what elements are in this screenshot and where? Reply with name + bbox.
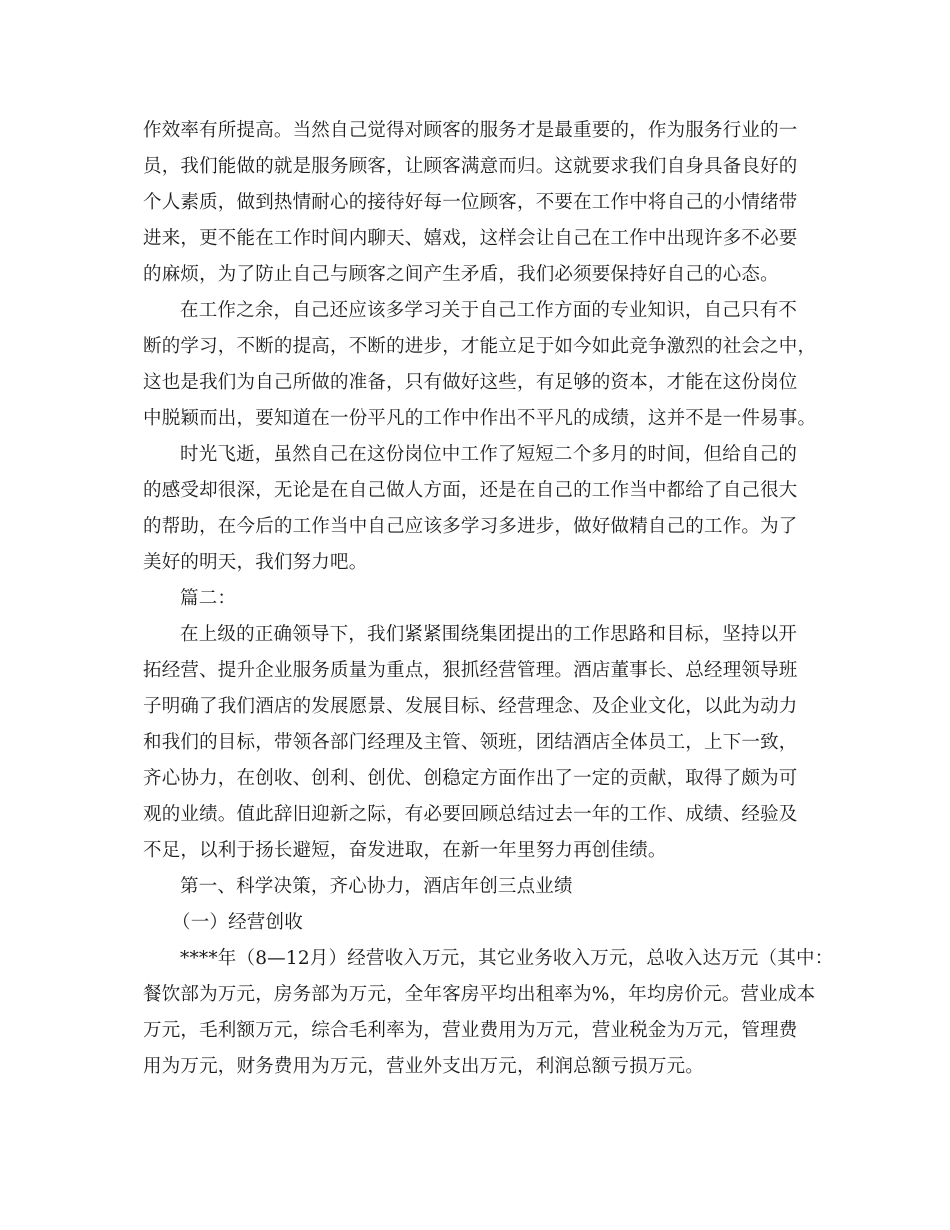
paragraph-start: 在上级的正确领导下，我们紧紧围绕集团提出的工作思路和目标，坚持以开 [180,624,798,645]
text-line: 用为万元，财务费用为万元，营业外支出万元，利润总额亏损万元。 [143,1056,705,1077]
subsection-heading: （一）经营创收 [172,912,303,933]
text-line: 不足，以利于扬长避短，奋发进取，在新一年里努力再创佳绩。 [143,840,667,861]
text-line: 进来，更不能在工作时间内聊天、嬉戏，这样会让自己在工作中出现许多不必要 [143,228,798,249]
text-line: 作效率有所提高。当然自己觉得对顾客的服务才是最重要的，作为服务行业的一 [143,120,798,141]
subsection-heading: 第一、科学决策，齐心协力，酒店年创三点业绩 [180,876,573,897]
text-line: 和我们的目标，带领各部门经理及主管、领班，团结酒店全体员工，上下一致， [143,732,798,753]
text-line: 餐饮部为万元，房务部为万元，全年客房平均出租率为%，年均房价元。营业成本 [143,984,816,1005]
section-heading: 篇二： [180,588,237,609]
paragraph-start: 在工作之余，自己还应该多学习关于自己工作方面的专业知识，自己只有不 [180,300,798,321]
text-line: 拓经营、提升企业服务质量为重点，狠抓经营管理。酒店董事长、总经理领导班 [143,660,798,681]
text-line: 员，我们能做的就是服务顾客，让顾客满意而归。这就要求我们自身具备良好的 [143,156,798,177]
paragraph-start: ****年（8—12月）经营收入万元，其它业务收入万元，总收入达万元（其中： [180,948,834,969]
paragraph-start: 时光飞逝，虽然自己在这份岗位中工作了短短二个多月的时间，但给自己的 [180,444,798,465]
text-line: 的帮助，在今后的工作当中自己应该多学习多进步，做好做精自己的工作。为了 [143,516,798,537]
text-line: 断的学习，不断的提高，不断的进步，才能立足于如今如此竞争激烈的社会之中， [143,336,817,357]
text-line: 中脱颖而出，要知道在一份平凡的工作中作出不平凡的成绩，这并不是一件易事。 [143,408,817,429]
text-line: 的感受却很深，无论是在自己做人方面，还是在自己的工作当中都给了自己很大 [143,480,798,501]
text-line: 的麻烦，为了防止自己与顾客之间产生矛盾，我们必须要保持好自己的心态。 [143,264,779,285]
text-line: 子明确了我们酒店的发展愿景、发展目标、经营理念、及企业文化，以此为动力 [143,696,798,717]
text-line: 个人素质，做到热情耐心的接待好每一位顾客，不要在工作中将自己的小情绪带 [143,192,798,213]
text-line: 齐心协力，在创收、创利、创优、创稳定方面作出了一定的贡献，取得了颇为可 [143,768,798,789]
text-line: 万元，毛利额万元，综合毛利率为，营业费用为万元，营业税金为万元，管理费 [143,1020,798,1041]
text-line: 这也是我们为自己所做的准备，只有做好这些，有足够的资本，才能在这份岗位 [143,372,798,393]
text-line: 观的业绩。值此辞旧迎新之际，有必要回顾总结过去一年的工作、成绩、经验及 [143,804,798,825]
text-line: 美好的明天，我们努力吧。 [143,552,368,573]
